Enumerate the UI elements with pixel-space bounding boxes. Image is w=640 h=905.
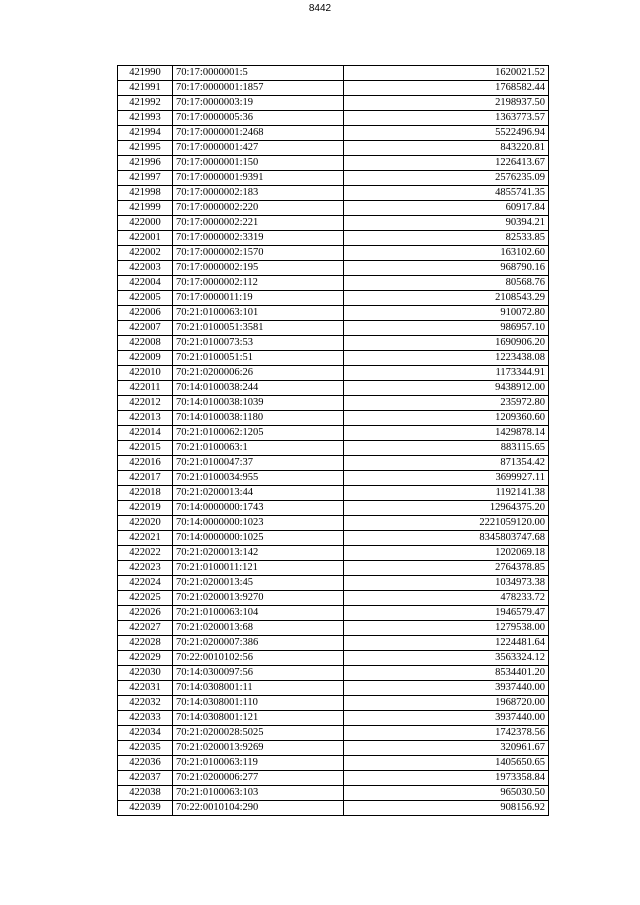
- cadastral-number-cell: 70:14:0100038:1039: [173, 396, 344, 411]
- cadastral-value-cell: 2221059120.00: [344, 516, 549, 531]
- row-number-cell: 422037: [118, 771, 173, 786]
- cadastral-number-cell: 70:21:0100062:1205: [173, 426, 344, 441]
- row-number-cell: 422002: [118, 246, 173, 261]
- table-row: [118, 501, 549, 516]
- cadastral-value-cell: 1742378.56: [344, 726, 549, 741]
- cadastral-number-cell: 70:21:0200013:142: [173, 546, 344, 561]
- table-row: [118, 756, 549, 771]
- table-row: [118, 246, 549, 261]
- row-number-cell: 422031: [118, 681, 173, 696]
- cadastral-number-cell: 70:21:0200013:9269: [173, 741, 344, 756]
- cadastral-value-cell: 82533.85: [344, 231, 549, 246]
- cadastral-value-cell: 908156.92: [344, 801, 549, 816]
- row-number-cell: 421992: [118, 96, 173, 111]
- row-number-cell: 422036: [118, 756, 173, 771]
- cadastral-value-cell: 883115.65: [344, 441, 549, 456]
- table-row: [118, 591, 549, 606]
- cadastral-number-cell: 70:14:0308001:110: [173, 696, 344, 711]
- cadastral-value-cell: 3937440.00: [344, 711, 549, 726]
- cadastral-value-cell: 1620021.52: [344, 66, 549, 81]
- table-row: [118, 531, 549, 546]
- row-number-cell: 421997: [118, 171, 173, 186]
- row-number-cell: 422020: [118, 516, 173, 531]
- row-number-cell: 422026: [118, 606, 173, 621]
- cadastral-number-cell: 70:21:0200006:277: [173, 771, 344, 786]
- cadastral-value-cell: 2764378.85: [344, 561, 549, 576]
- cadastral-number-cell: 70:17:0000002:112: [173, 276, 344, 291]
- cadastral-value-cell: 843220.81: [344, 141, 549, 156]
- table-row: [118, 276, 549, 291]
- cadastral-value-cell: 1968720.00: [344, 696, 549, 711]
- cadastral-number-cell: 70:17:0000005:36: [173, 111, 344, 126]
- table-row: [118, 336, 549, 351]
- cadastral-value-cell: 2108543.29: [344, 291, 549, 306]
- row-number-cell: 422027: [118, 621, 173, 636]
- row-number-cell: 422005: [118, 291, 173, 306]
- cadastral-number-cell: 70:21:0200013:44: [173, 486, 344, 501]
- cadastral-value-cell: 5522496.94: [344, 126, 549, 141]
- cadastral-value-cell: 1768582.44: [344, 81, 549, 96]
- table-row: [118, 216, 549, 231]
- table-row: [118, 231, 549, 246]
- table-row: [118, 396, 549, 411]
- table-row: [118, 621, 549, 636]
- cadastral-number-cell: 70:17:0000001:2468: [173, 126, 344, 141]
- cadastral-number-cell: 70:17:0000002:3319: [173, 231, 344, 246]
- cadastral-value-cell: 1192141.38: [344, 486, 549, 501]
- table-row: [118, 561, 549, 576]
- row-number-cell: 422017: [118, 471, 173, 486]
- table-row: [118, 111, 549, 126]
- table-row: [118, 606, 549, 621]
- cadastral-value-cell: 1224481.64: [344, 636, 549, 651]
- cadastral-value-cell: 9438912.00: [344, 381, 549, 396]
- cadastral-number-cell: 70:17:0000002:183: [173, 186, 344, 201]
- cadastral-value-cell: 1034973.38: [344, 576, 549, 591]
- cadastral-number-cell: 70:14:0100038:244: [173, 381, 344, 396]
- row-number-cell: 422007: [118, 321, 173, 336]
- row-number-cell: 422000: [118, 216, 173, 231]
- cadastral-value-cell: 910072.80: [344, 306, 549, 321]
- cadastral-number-cell: 70:17:0000011:19: [173, 291, 344, 306]
- table-row: [118, 786, 549, 801]
- cadastral-value-cell: 80568.76: [344, 276, 549, 291]
- row-number-cell: 422021: [118, 531, 173, 546]
- table-row: [118, 126, 549, 141]
- table-row: [118, 321, 549, 336]
- cadastral-number-cell: 70:14:0000000:1025: [173, 531, 344, 546]
- cadastral-value-cell: 986957.10: [344, 321, 549, 336]
- cadastral-number-cell: 70:17:0000001:9391: [173, 171, 344, 186]
- cadastral-value-cell: 8534401.20: [344, 666, 549, 681]
- cadastral-value-cell: 320961.67: [344, 741, 549, 756]
- row-number-cell: 422038: [118, 786, 173, 801]
- table-row: [118, 711, 549, 726]
- row-number-cell: 422018: [118, 486, 173, 501]
- row-number-cell: 422019: [118, 501, 173, 516]
- cadastral-number-cell: 70:17:0000001:5: [173, 66, 344, 81]
- table-row: [118, 81, 549, 96]
- cadastral-number-cell: 70:17:0000002:221: [173, 216, 344, 231]
- table-row: [118, 801, 549, 816]
- cadastral-number-cell: 70:17:0000002:1570: [173, 246, 344, 261]
- cadastral-number-cell: 70:21:0200006:26: [173, 366, 344, 381]
- row-number-cell: 421991: [118, 81, 173, 96]
- row-number-cell: 422012: [118, 396, 173, 411]
- cadastral-number-cell: 70:21:0100051:3581: [173, 321, 344, 336]
- cadastral-value-cell: 90394.21: [344, 216, 549, 231]
- cadastral-value-cell: 2576235.09: [344, 171, 549, 186]
- row-number-cell: 421990: [118, 66, 173, 81]
- row-number-cell: 422015: [118, 441, 173, 456]
- row-number-cell: 422029: [118, 651, 173, 666]
- table-row: [118, 441, 549, 456]
- row-number-cell: 422004: [118, 276, 173, 291]
- table-row: [118, 66, 549, 81]
- table-row: [118, 651, 549, 666]
- cadastral-value-cell: 235972.80: [344, 396, 549, 411]
- cadastral-number-cell: 70:14:0300097:56: [173, 666, 344, 681]
- table-row: [118, 411, 549, 426]
- row-number-cell: 422009: [118, 351, 173, 366]
- table-row: [118, 171, 549, 186]
- cadastral-value-cell: 1223438.08: [344, 351, 549, 366]
- cadastral-value-cell: 1405650.65: [344, 756, 549, 771]
- row-number-cell: 422039: [118, 801, 173, 816]
- row-number-cell: 422014: [118, 426, 173, 441]
- cadastral-number-cell: 70:14:0308001:11: [173, 681, 344, 696]
- cadastral-number-cell: 70:21:0200013:45: [173, 576, 344, 591]
- cadastral-value-cell: 1202069.18: [344, 546, 549, 561]
- cadastral-number-cell: 70:17:0000002:220: [173, 201, 344, 216]
- table-row: [118, 261, 549, 276]
- table-row: [118, 291, 549, 306]
- cadastral-number-cell: 70:21:0100051:51: [173, 351, 344, 366]
- table-row: [118, 306, 549, 321]
- cadastral-number-cell: 70:21:0100047:37: [173, 456, 344, 471]
- cadastral-value-cell: 2198937.50: [344, 96, 549, 111]
- table-row: [118, 681, 549, 696]
- cadastral-number-cell: 70:14:0308001:121: [173, 711, 344, 726]
- cadastral-number-cell: 70:21:0100063:104: [173, 606, 344, 621]
- row-number-cell: 422010: [118, 366, 173, 381]
- cadastral-value-cell: 8345803747.68: [344, 531, 549, 546]
- cadastral-value-cell: 1173344.91: [344, 366, 549, 381]
- cadastral-value-cell: 1363773.57: [344, 111, 549, 126]
- cadastral-number-cell: 70:22:0010102:56: [173, 651, 344, 666]
- cadastral-value-cell: 871354.42: [344, 456, 549, 471]
- cadastral-number-cell: 70:17:0000001:150: [173, 156, 344, 171]
- cadastral-number-cell: 70:21:0200013:68: [173, 621, 344, 636]
- table-row: [118, 456, 549, 471]
- cadastral-number-cell: 70:21:0200013:9270: [173, 591, 344, 606]
- cadastral-value-cell: 1690906.20: [344, 336, 549, 351]
- row-number-cell: 422025: [118, 591, 173, 606]
- table-row: [118, 516, 549, 531]
- cadastral-number-cell: 70:14:0000000:1023: [173, 516, 344, 531]
- table-row: [118, 366, 549, 381]
- row-number-cell: 422008: [118, 336, 173, 351]
- table-body: [118, 66, 549, 816]
- cadastral-number-cell: 70:17:0000001:427: [173, 141, 344, 156]
- table-row: [118, 381, 549, 396]
- cadastral-number-cell: 70:14:0000000:1743: [173, 501, 344, 516]
- cadastral-value-cell: 1279538.00: [344, 621, 549, 636]
- cadastral-value-cell: 1226413.67: [344, 156, 549, 171]
- cadastral-value-cell: 478233.72: [344, 591, 549, 606]
- table-row: [118, 186, 549, 201]
- cadastral-value-cell: 4855741.35: [344, 186, 549, 201]
- row-number-cell: 422032: [118, 696, 173, 711]
- cadastral-number-cell: 70:21:0200007:386: [173, 636, 344, 651]
- table-row: [118, 576, 549, 591]
- row-number-cell: 422022: [118, 546, 173, 561]
- row-number-cell: 421995: [118, 141, 173, 156]
- table-row: [118, 546, 549, 561]
- cadastral-value-cell: 968790.16: [344, 261, 549, 276]
- cadastral-number-cell: 70:22:0010104:290: [173, 801, 344, 816]
- cadastral-value-table: [117, 65, 549, 816]
- cadastral-number-cell: 70:21:0100034:955: [173, 471, 344, 486]
- table-row: [118, 741, 549, 756]
- row-number-cell: 422013: [118, 411, 173, 426]
- cadastral-number-cell: 70:21:0100073:53: [173, 336, 344, 351]
- row-number-cell: 422011: [118, 381, 173, 396]
- cadastral-value-cell: 1429878.14: [344, 426, 549, 441]
- cadastral-number-cell: 70:17:0000003:19: [173, 96, 344, 111]
- table-row: [118, 96, 549, 111]
- row-number-cell: 422024: [118, 576, 173, 591]
- cadastral-number-cell: 70:21:0100063:1: [173, 441, 344, 456]
- table-row: [118, 141, 549, 156]
- row-number-cell: 422006: [118, 306, 173, 321]
- row-number-cell: 422016: [118, 456, 173, 471]
- row-number-cell: 421998: [118, 186, 173, 201]
- cadastral-number-cell: 70:21:0100011:121: [173, 561, 344, 576]
- table-row: [118, 201, 549, 216]
- cadastral-value-cell: 163102.60: [344, 246, 549, 261]
- row-number-cell: 421994: [118, 126, 173, 141]
- table-row: [118, 726, 549, 741]
- table-row: [118, 771, 549, 786]
- row-number-cell: 421993: [118, 111, 173, 126]
- row-number-cell: 421999: [118, 201, 173, 216]
- table-row: [118, 486, 549, 501]
- cadastral-number-cell: 70:21:0200028:5025: [173, 726, 344, 741]
- row-number-cell: 422033: [118, 711, 173, 726]
- cadastral-value-cell: 3937440.00: [344, 681, 549, 696]
- page-number: 8442: [308, 3, 332, 14]
- cadastral-value-cell: 965030.50: [344, 786, 549, 801]
- cadastral-number-cell: 70:17:0000001:1857: [173, 81, 344, 96]
- row-number-cell: 422035: [118, 741, 173, 756]
- table-row: [118, 156, 549, 171]
- row-number-cell: 422023: [118, 561, 173, 576]
- row-number-cell: 422001: [118, 231, 173, 246]
- table-row: [118, 471, 549, 486]
- cadastral-value-cell: 60917.84: [344, 201, 549, 216]
- table-row: [118, 636, 549, 651]
- table-row: [118, 666, 549, 681]
- row-number-cell: 422030: [118, 666, 173, 681]
- cadastral-number-cell: 70:14:0100038:1180: [173, 411, 344, 426]
- table-row: [118, 426, 549, 441]
- cadastral-number-cell: 70:21:0100063:119: [173, 756, 344, 771]
- row-number-cell: 421996: [118, 156, 173, 171]
- table-row: [118, 351, 549, 366]
- cadastral-value-cell: 12964375.20: [344, 501, 549, 516]
- cadastral-number-cell: 70:21:0100063:101: [173, 306, 344, 321]
- cadastral-value-cell: 3563324.12: [344, 651, 549, 666]
- table-row: [118, 696, 549, 711]
- cadastral-value-cell: 3699927.11: [344, 471, 549, 486]
- cadastral-number-cell: 70:21:0100063:103: [173, 786, 344, 801]
- cadastral-value-cell: 1209360.60: [344, 411, 549, 426]
- row-number-cell: 422003: [118, 261, 173, 276]
- cadastral-number-cell: 70:17:0000002:195: [173, 261, 344, 276]
- row-number-cell: 422034: [118, 726, 173, 741]
- cadastral-value-cell: 1946579.47: [344, 606, 549, 621]
- cadastral-value-cell: 1973358.84: [344, 771, 549, 786]
- row-number-cell: 422028: [118, 636, 173, 651]
